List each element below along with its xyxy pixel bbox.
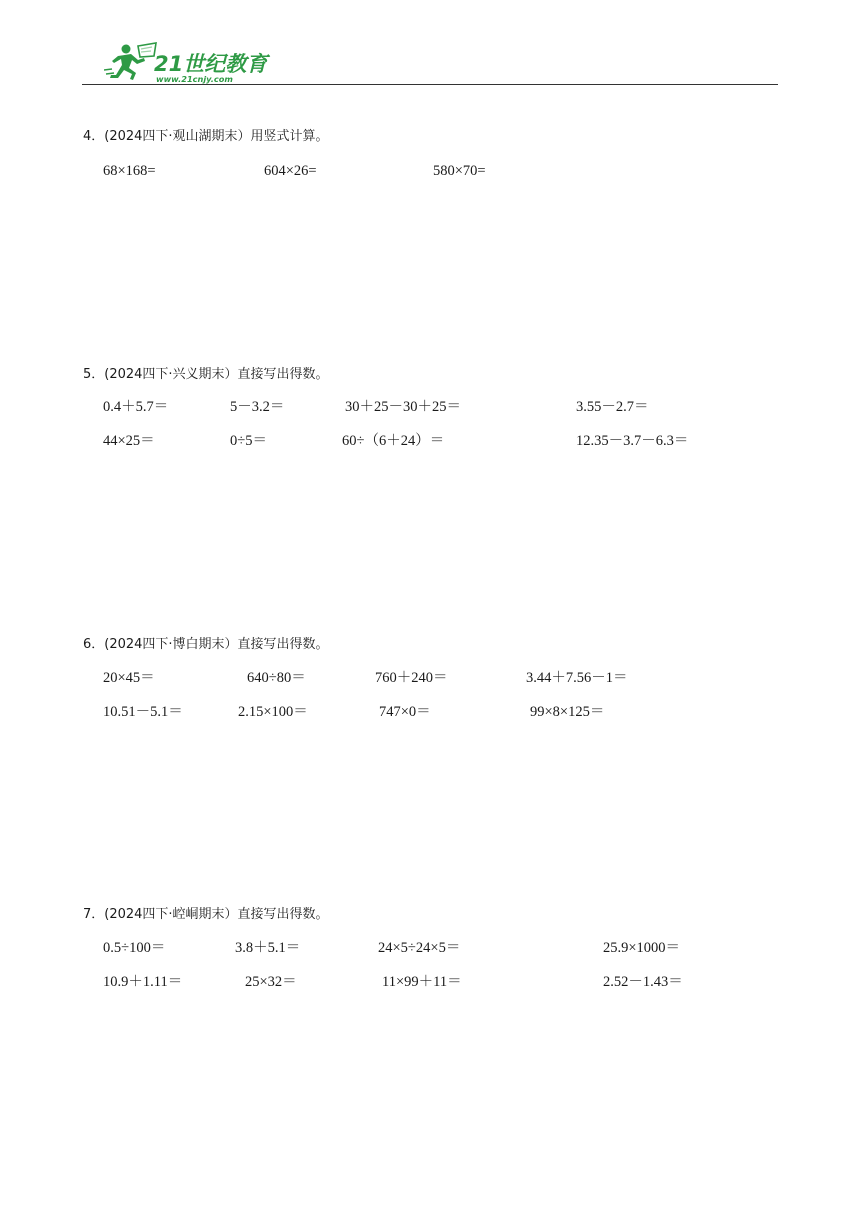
question-7-title: 7．(2024四下·崆峒期末）直接写出得数。 bbox=[83, 907, 329, 922]
q6-expr-6: 2.15×100＝ bbox=[238, 704, 308, 720]
question-6-title: 6．(2024四下·博白期末）直接写出得数。 bbox=[83, 637, 329, 652]
q7-expr-2: 3.8＋5.1＝ bbox=[235, 940, 301, 956]
q6-expr-5: 10.51－5.1＝ bbox=[103, 704, 183, 720]
q6-expr-1: 20×45＝ bbox=[103, 670, 155, 686]
q5-expr-8: 12.35－3.7－6.3＝ bbox=[576, 433, 689, 449]
q5-expr-3: 30＋25－30＋25＝ bbox=[345, 399, 461, 415]
q7-expr-4: 25.9×1000＝ bbox=[603, 940, 681, 956]
q7-expr-8: 2.52－1.43＝ bbox=[603, 974, 683, 990]
q6-expr-2: 640÷80＝ bbox=[247, 670, 306, 686]
q5-expr-1: 0.4＋5.7＝ bbox=[103, 399, 169, 415]
q5-expr-2: 5－3.2＝ bbox=[230, 399, 285, 415]
brand-logo bbox=[104, 40, 274, 86]
svg-text:21世纪教育: 21世纪教育 bbox=[154, 52, 268, 76]
q4-expr-1: 68×168= bbox=[103, 163, 156, 179]
q7-expr-1: 0.5÷100＝ bbox=[103, 940, 166, 956]
q7-expr-7: 11×99＋11＝ bbox=[382, 974, 462, 990]
page-header bbox=[0, 0, 860, 90]
q5-expr-7: 60÷（6＋24）＝ bbox=[342, 433, 445, 449]
q7-expr-3: 24×5÷24×5＝ bbox=[378, 940, 461, 956]
runner-logo-icon bbox=[104, 40, 274, 86]
svg-text:www.21cnjy.com: www.21cnjy.com bbox=[156, 74, 233, 84]
q4-expr-3: 580×70= bbox=[433, 163, 486, 179]
question-5-title: 5．(2024四下·兴义期末）直接写出得数。 bbox=[83, 367, 329, 382]
q5-expr-4: 3.55－2.7＝ bbox=[576, 399, 649, 415]
q5-expr-6: 0÷5＝ bbox=[230, 433, 267, 449]
q7-expr-6: 25×32＝ bbox=[245, 974, 297, 990]
q6-expr-8: 99×8×125＝ bbox=[530, 704, 605, 720]
q4-expr-2: 604×26= bbox=[264, 163, 317, 179]
header-divider bbox=[82, 84, 778, 85]
q6-expr-7: 747×0＝ bbox=[379, 704, 431, 720]
q6-expr-4: 3.44＋7.56－1＝ bbox=[526, 670, 628, 686]
question-4-title: 4．(2024四下·观山湖期末）用竖式计算。 bbox=[83, 129, 329, 144]
q5-expr-5: 44×25＝ bbox=[103, 433, 155, 449]
q6-expr-3: 760＋240＝ bbox=[375, 670, 448, 686]
q7-expr-5: 10.9＋1.11＝ bbox=[103, 974, 183, 990]
